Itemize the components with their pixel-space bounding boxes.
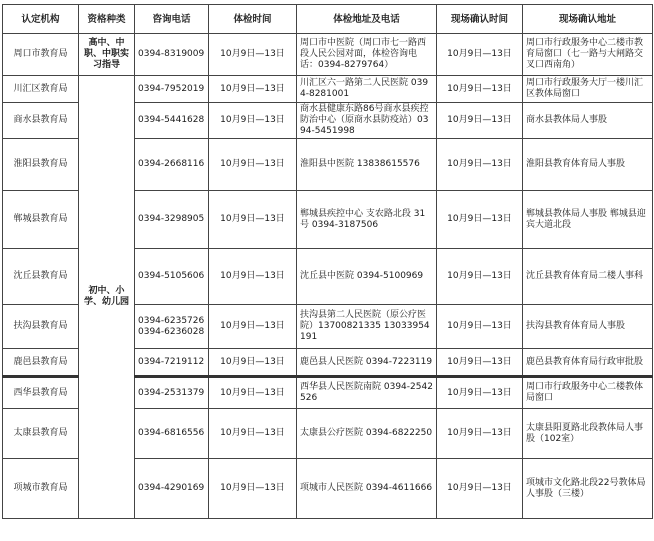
exam-addr-cell: 扶沟县第二人民医院（原公疗医院）13700821335 13033954191 bbox=[297, 305, 437, 349]
phone-cell: 0394-5105606 bbox=[135, 249, 209, 305]
exam-time-cell: 10月9日—13日 bbox=[209, 305, 297, 349]
header-confirm-time: 现场确认时间 bbox=[437, 5, 523, 34]
confirm-time-cell: 10月9日—13日 bbox=[437, 76, 523, 103]
confirm-time-cell: 10月9日—13日 bbox=[437, 305, 523, 349]
confirm-time-cell: 10月9日—13日 bbox=[437, 459, 523, 519]
confirm-time-cell: 10月9日—13日 bbox=[437, 377, 523, 409]
confirm-addr-cell: 商水县教体局人事股 bbox=[523, 103, 653, 139]
confirm-addr-cell: 郸城县教体局人事股 郸城县迎宾大道北段 bbox=[523, 191, 653, 249]
exam-time-cell: 10月9日—13日 bbox=[209, 377, 297, 409]
org-cell: 太康县教育局 bbox=[3, 409, 79, 459]
confirm-time-cell: 10月9日—13日 bbox=[437, 249, 523, 305]
confirm-time-cell: 10月9日—13日 bbox=[437, 103, 523, 139]
confirm-addr-cell: 淮阳县教育体育局人事股 bbox=[523, 139, 653, 191]
org-cell: 郸城县教育局 bbox=[3, 191, 79, 249]
exam-addr-cell: 沈丘县中医院 0394-5100969 bbox=[297, 249, 437, 305]
header-phone: 咨询电话 bbox=[135, 5, 209, 34]
confirm-addr-cell: 周口市行政服务中心二楼教体局窗口 bbox=[523, 377, 653, 409]
exam-addr-cell: 郸城县疾控中心 支农路北段 31号 0394-3187506 bbox=[297, 191, 437, 249]
header-qual: 资格种类 bbox=[79, 5, 135, 34]
org-cell: 川汇区教育局 bbox=[3, 76, 79, 103]
certification-table bbox=[2, 4, 653, 519]
phone-cell: 0394-6235726 0394-6236028 bbox=[135, 305, 209, 349]
org-cell: 鹿邑县教育局 bbox=[3, 349, 79, 377]
phone-cell: 0394-3298905 bbox=[135, 191, 209, 249]
exam-time-cell: 10月9日—13日 bbox=[209, 191, 297, 249]
qualification-junior: 初中、小学、幼儿园 bbox=[79, 76, 135, 519]
confirm-addr-cell: 项城市文化路北段22号教体局人事股（三楼） bbox=[523, 459, 653, 519]
exam-addr-cell: 项城市人民医院 0394-4611666 bbox=[297, 459, 437, 519]
exam-addr-cell: 淮阳县中医院 13838615576 bbox=[297, 139, 437, 191]
confirm-addr-cell: 太康县阳夏路北段教体局人事股（102室） bbox=[523, 409, 653, 459]
phone-cell: 0394-5441628 bbox=[135, 103, 209, 139]
exam-addr-cell: 商水县健康东路86号商水县疾控防治中心（原商水县防疫站）0394-5451998 bbox=[297, 103, 437, 139]
table-row bbox=[3, 76, 653, 103]
exam-time-cell: 10月9日—13日 bbox=[209, 76, 297, 103]
exam-time-cell: 10月9日—13日 bbox=[209, 139, 297, 191]
header-confirm-addr: 现场确认地址 bbox=[523, 5, 653, 34]
org-cell: 扶沟县教育局 bbox=[3, 305, 79, 349]
confirm-time-cell: 10月9日—13日 bbox=[437, 191, 523, 249]
phone-cell: 0394-4290169 bbox=[135, 459, 209, 519]
table-row bbox=[3, 34, 653, 76]
confirm-addr-cell: 周口市行政服务大厅一楼川汇区教体局窗口 bbox=[523, 76, 653, 103]
confirm-time-cell: 10月9日—13日 bbox=[437, 34, 523, 76]
phone-cell: 0394-2531379 bbox=[135, 377, 209, 409]
exam-time-cell: 10月9日—13日 bbox=[209, 459, 297, 519]
exam-addr-cell: 川汇区六一路第二人民医院 0394-8281001 bbox=[297, 76, 437, 103]
header-org: 认定机构 bbox=[3, 5, 79, 34]
header-row bbox=[3, 5, 653, 34]
confirm-addr-cell: 周口市行政服务中心二楼市教育局窗口（七一路与大闸路交叉口西南角） bbox=[523, 34, 653, 76]
exam-addr-cell: 周口市中医院（周口市七一路西段人民公园对面，体检咨询电话：0394-8279764） bbox=[297, 34, 437, 76]
qualification-senior: 高中、中职、中职实习指导 bbox=[79, 34, 135, 76]
header-exam-addr: 体检地址及电话 bbox=[297, 5, 437, 34]
phone-cell: 0394-7952019 bbox=[135, 76, 209, 103]
confirm-time-cell: 10月9日—13日 bbox=[437, 349, 523, 377]
phone-cell: 0394-2668116 bbox=[135, 139, 209, 191]
exam-addr-cell: 鹿邑县人民医院 0394-7223119 bbox=[297, 349, 437, 377]
header-exam-time: 体检时间 bbox=[209, 5, 297, 34]
confirm-time-cell: 10月9日—13日 bbox=[437, 139, 523, 191]
org-cell: 淮阳县教育局 bbox=[3, 139, 79, 191]
org-cell: 商水县教育局 bbox=[3, 103, 79, 139]
org-cell: 沈丘县教育局 bbox=[3, 249, 79, 305]
confirm-time-cell: 10月9日—13日 bbox=[437, 409, 523, 459]
phone-cell: 0394-7219112 bbox=[135, 349, 209, 377]
exam-addr-cell: 西华县人民医院南院 0394-2542526 bbox=[297, 377, 437, 409]
exam-time-cell: 10月9日—13日 bbox=[209, 249, 297, 305]
phone-cell: 0394-8319009 bbox=[135, 34, 209, 76]
org-cell: 项城市教育局 bbox=[3, 459, 79, 519]
exam-time-cell: 10月9日—13日 bbox=[209, 409, 297, 459]
phone-cell: 0394-6816556 bbox=[135, 409, 209, 459]
exam-time-cell: 10月9日—13日 bbox=[209, 34, 297, 76]
confirm-addr-cell: 鹿邑县教育体育局行政审批股 bbox=[523, 349, 653, 377]
confirm-addr-cell: 扶沟县教育体育局人事股 bbox=[523, 305, 653, 349]
org-cell: 西华县教育局 bbox=[3, 377, 79, 409]
exam-time-cell: 10月9日—13日 bbox=[209, 349, 297, 377]
org-cell: 周口市教育局 bbox=[3, 34, 79, 76]
exam-time-cell: 10月9日—13日 bbox=[209, 103, 297, 139]
exam-addr-cell: 太康县公疗医院 0394-6822250 bbox=[297, 409, 437, 459]
confirm-addr-cell: 沈丘县教育体育局二楼人事科 bbox=[523, 249, 653, 305]
